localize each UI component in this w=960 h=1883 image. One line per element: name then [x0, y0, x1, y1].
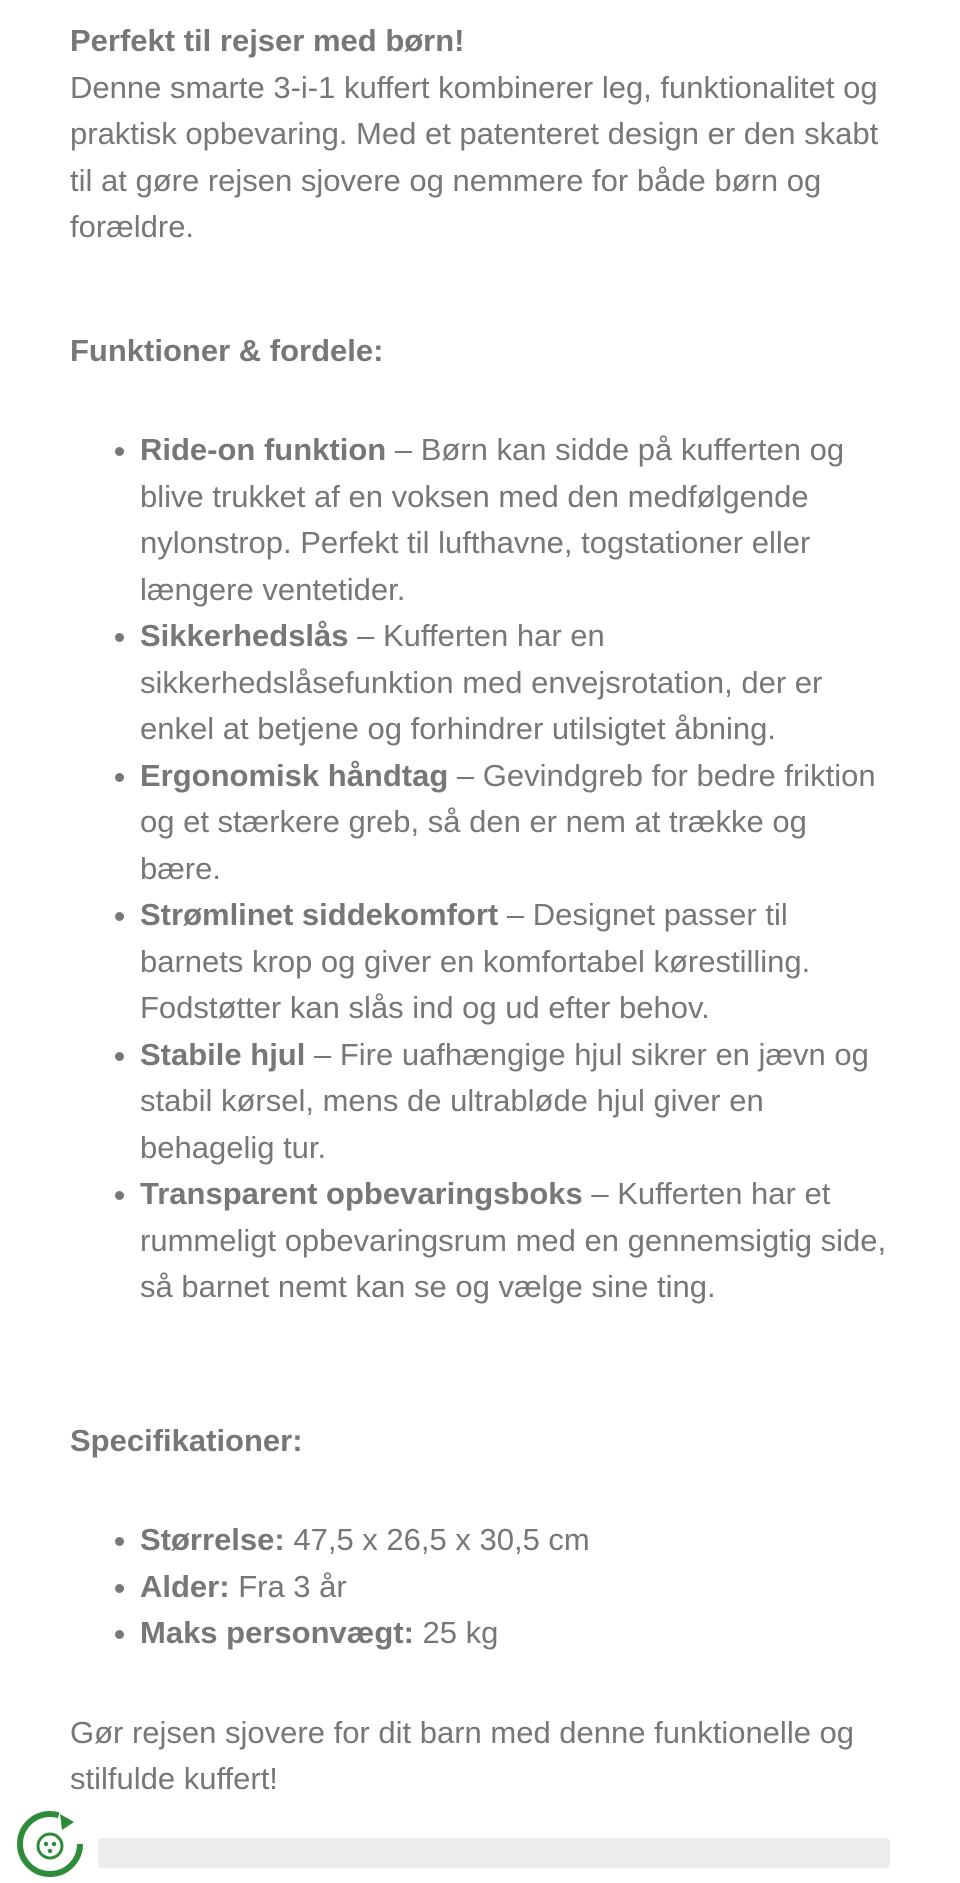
list-item	[140, 1610, 890, 1657]
bottom-bar	[98, 1838, 890, 1868]
list-item	[140, 427, 890, 613]
feature-text: – Kufferten har en sikkerhedslåsefunktion med envejsrotation, der er enkel at betjene og forhindrer utilsigtet åbning.	[140, 618, 823, 746]
spec-label: Maks personvægt:	[140, 1615, 414, 1650]
intro-text: Denne smarte 3-i-1 kuffert kombinerer leg, funktionalitet og praktisk opbevaring. Med et patenteret design er den skabt til at gøre rejsen sjovere og nemmere for både børn og forældre.	[70, 69, 879, 244]
list-item	[140, 1032, 890, 1172]
feature-text: – Fire uafhængige hjul sikrer en jævn og stabil kørsel, mens de ultrabløde hjul giver en behagelig tur.	[140, 1036, 869, 1165]
list-item	[140, 1564, 890, 1611]
feature-title: Transparent opbevaringsboks	[140, 1176, 583, 1211]
list-item	[140, 753, 890, 893]
recycle-badge-icon-svg	[16, 1810, 84, 1878]
features-heading: Funktioner & fordele:	[70, 332, 384, 368]
spec-value: 25 kg	[413, 1615, 499, 1650]
recycle-badge-icon[interactable]	[16, 1810, 84, 1878]
spec-value: 47,5 x 26,5 x 30,5 cm	[284, 1522, 590, 1557]
feature-title: Ergonomisk håndtag	[140, 757, 449, 793]
spec-value: Fra 3 år	[229, 1568, 347, 1604]
feature-text: – Designet passer til barnets krop og giver en komfortabel kørestilling. Fodstøtter kan slås ind og ud efter behov.	[140, 897, 811, 1025]
feature-title: Sikkerhedslås	[140, 618, 349, 653]
list-item	[140, 892, 890, 1032]
product-description	[70, 18, 890, 1803]
list-item	[140, 1517, 890, 1564]
list-item	[140, 1171, 890, 1311]
features-list	[70, 427, 890, 1311]
feature-title: Ride-on funktion	[140, 432, 387, 467]
specs-heading: Specifikationer:	[70, 1422, 303, 1458]
feature-text: – Gevindgreb for bedre friktion og et stærkere greb, så den er nem at trække og bære.	[140, 757, 876, 886]
feature-title: Strømlinet siddekomfort	[140, 897, 499, 932]
intro-title: Perfekt til rejser med børn!	[70, 23, 465, 58]
feature-text: – Kufferten har et rummeligt opbevaringsrum med en gennemsigtig side, så barnet nemt kan se og vælge sine ting.	[140, 1176, 887, 1304]
spec-label: Alder:	[140, 1568, 230, 1604]
specs-list	[70, 1517, 890, 1657]
list-item	[140, 613, 890, 753]
spec-label: Størrelse:	[140, 1522, 285, 1557]
closing-text: Gør rejsen sjovere for dit barn med denne funktionelle og stilfulde kuffert!	[70, 1714, 855, 1796]
feature-text: – Børn kan sidde på kufferten og blive trukket af en voksen med den medfølgende nylonstrop. Perfekt til lufthavne, togstationer eller længere ventetider.	[140, 432, 845, 607]
feature-title: Stabile hjul	[140, 1036, 306, 1072]
